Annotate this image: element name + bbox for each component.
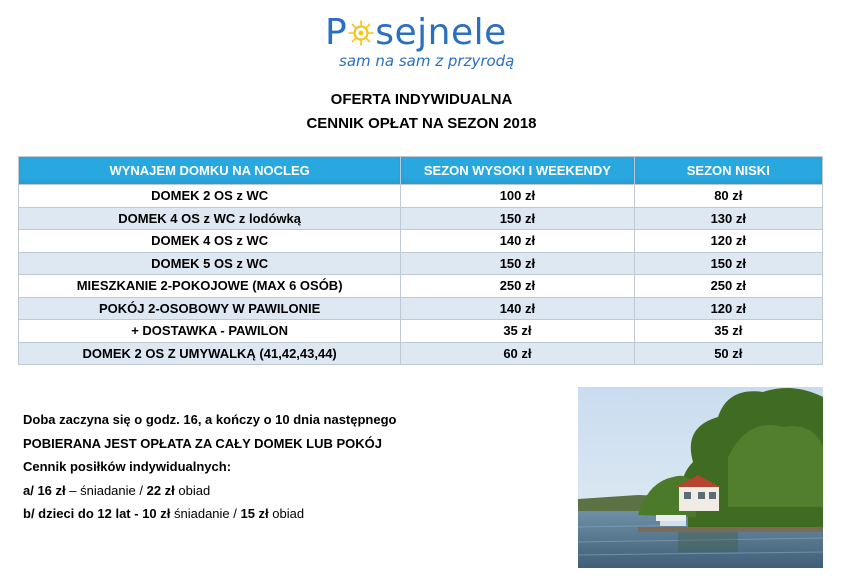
- row-name: POKÓJ 2-OSOBOWY W PAWILONIE: [19, 297, 401, 320]
- meal-breakfast-label: – śniadanie /: [65, 482, 147, 498]
- meal-price-children: [23, 502, 397, 526]
- header-high-season: SEZON WYSOKI I WEEKENDY: [401, 157, 634, 185]
- row-name: DOMEK 2 OS Z UMYWALKĄ (41,42,43,44): [19, 342, 401, 365]
- logo-tagline: sam na sam z przyrodą: [339, 52, 515, 70]
- row-high-price: 150 zł: [401, 252, 634, 275]
- price-table: [18, 156, 823, 365]
- meal-price-adults: [23, 479, 397, 503]
- row-low-price: 120 zł: [634, 230, 822, 253]
- logo-wordmark: [325, 12, 507, 53]
- row-low-price: 130 zł: [634, 207, 822, 230]
- check-in-hours: Doba zaczyna się o godz. 16, a kończy o 10 dnia następnego: [23, 412, 397, 427]
- row-low-price: 120 zł: [634, 297, 822, 320]
- row-name: MIESZKANIE 2-POKOJOWE (MAX 6 OSÓB): [19, 275, 401, 298]
- row-low-price: 35 zł: [634, 320, 822, 343]
- header-low-season: SEZON NISKI: [634, 157, 822, 185]
- row-name: DOMEK 2 OS z WC: [19, 185, 401, 208]
- logo: [325, 8, 525, 72]
- logo-letter-p: P: [325, 12, 348, 53]
- row-low-price: 50 zł: [634, 342, 822, 365]
- table-row: [19, 230, 823, 253]
- row-high-price: 60 zł: [401, 342, 634, 365]
- table-row: [19, 275, 823, 298]
- kids-dinner-label: obiad: [268, 506, 305, 521]
- table-row: [19, 252, 823, 275]
- meals-heading: Cennik posiłków indywidualnych:: [23, 459, 232, 474]
- kids-breakfast-price: b/ dzieci do 12 lat - 10 zł: [23, 506, 171, 521]
- row-high-price: 100 zł: [401, 185, 634, 208]
- info-block: [23, 408, 397, 526]
- meal-breakfast-price: a/ 16 zł: [23, 482, 66, 498]
- row-high-price: 140 zł: [401, 230, 634, 253]
- table-row: [19, 342, 823, 365]
- kids-dinner-price: 15 zł: [240, 506, 269, 521]
- header-rental: WYNAJEM DOMKU NA NOCLEG: [19, 157, 401, 185]
- table-header-row: [19, 157, 823, 185]
- table-row: [19, 297, 823, 320]
- table-row: [19, 207, 823, 230]
- row-high-price: 150 zł: [401, 207, 634, 230]
- meal-dinner-label: obiad: [174, 482, 211, 498]
- row-name: DOMEK 5 OS z WC: [19, 252, 401, 275]
- kids-breakfast-label: śniadanie /: [170, 506, 241, 521]
- price-list-title: CENNIK OPŁAT NA SEZON 2018: [306, 115, 537, 132]
- lake-house-photo: [578, 387, 823, 568]
- row-low-price: 80 zł: [634, 185, 822, 208]
- sun-icon: [348, 20, 374, 46]
- row-high-price: 35 zł: [401, 320, 634, 343]
- table-row: [19, 320, 823, 343]
- table-row: [19, 185, 823, 208]
- offer-title: OFERTA INDYWIDUALNA: [330, 91, 513, 108]
- meal-dinner-price: 22 zł: [146, 482, 175, 498]
- row-high-price: 140 zł: [401, 297, 634, 320]
- logo-letters-rest: sejnele: [375, 12, 507, 53]
- row-low-price: 250 zł: [634, 275, 822, 298]
- row-high-price: 250 zł: [401, 275, 634, 298]
- row-low-price: 150 zł: [634, 252, 822, 275]
- row-name: DOMEK 4 OS z WC: [19, 230, 401, 253]
- whole-unit-fee-note: POBIERANA JEST OPŁATA ZA CAŁY DOMEK LUB POKÓJ: [23, 435, 382, 451]
- row-name: + DOSTAWKA - PAWILON: [19, 320, 401, 343]
- row-name: DOMEK 4 OS z WC z lodówką: [19, 207, 401, 230]
